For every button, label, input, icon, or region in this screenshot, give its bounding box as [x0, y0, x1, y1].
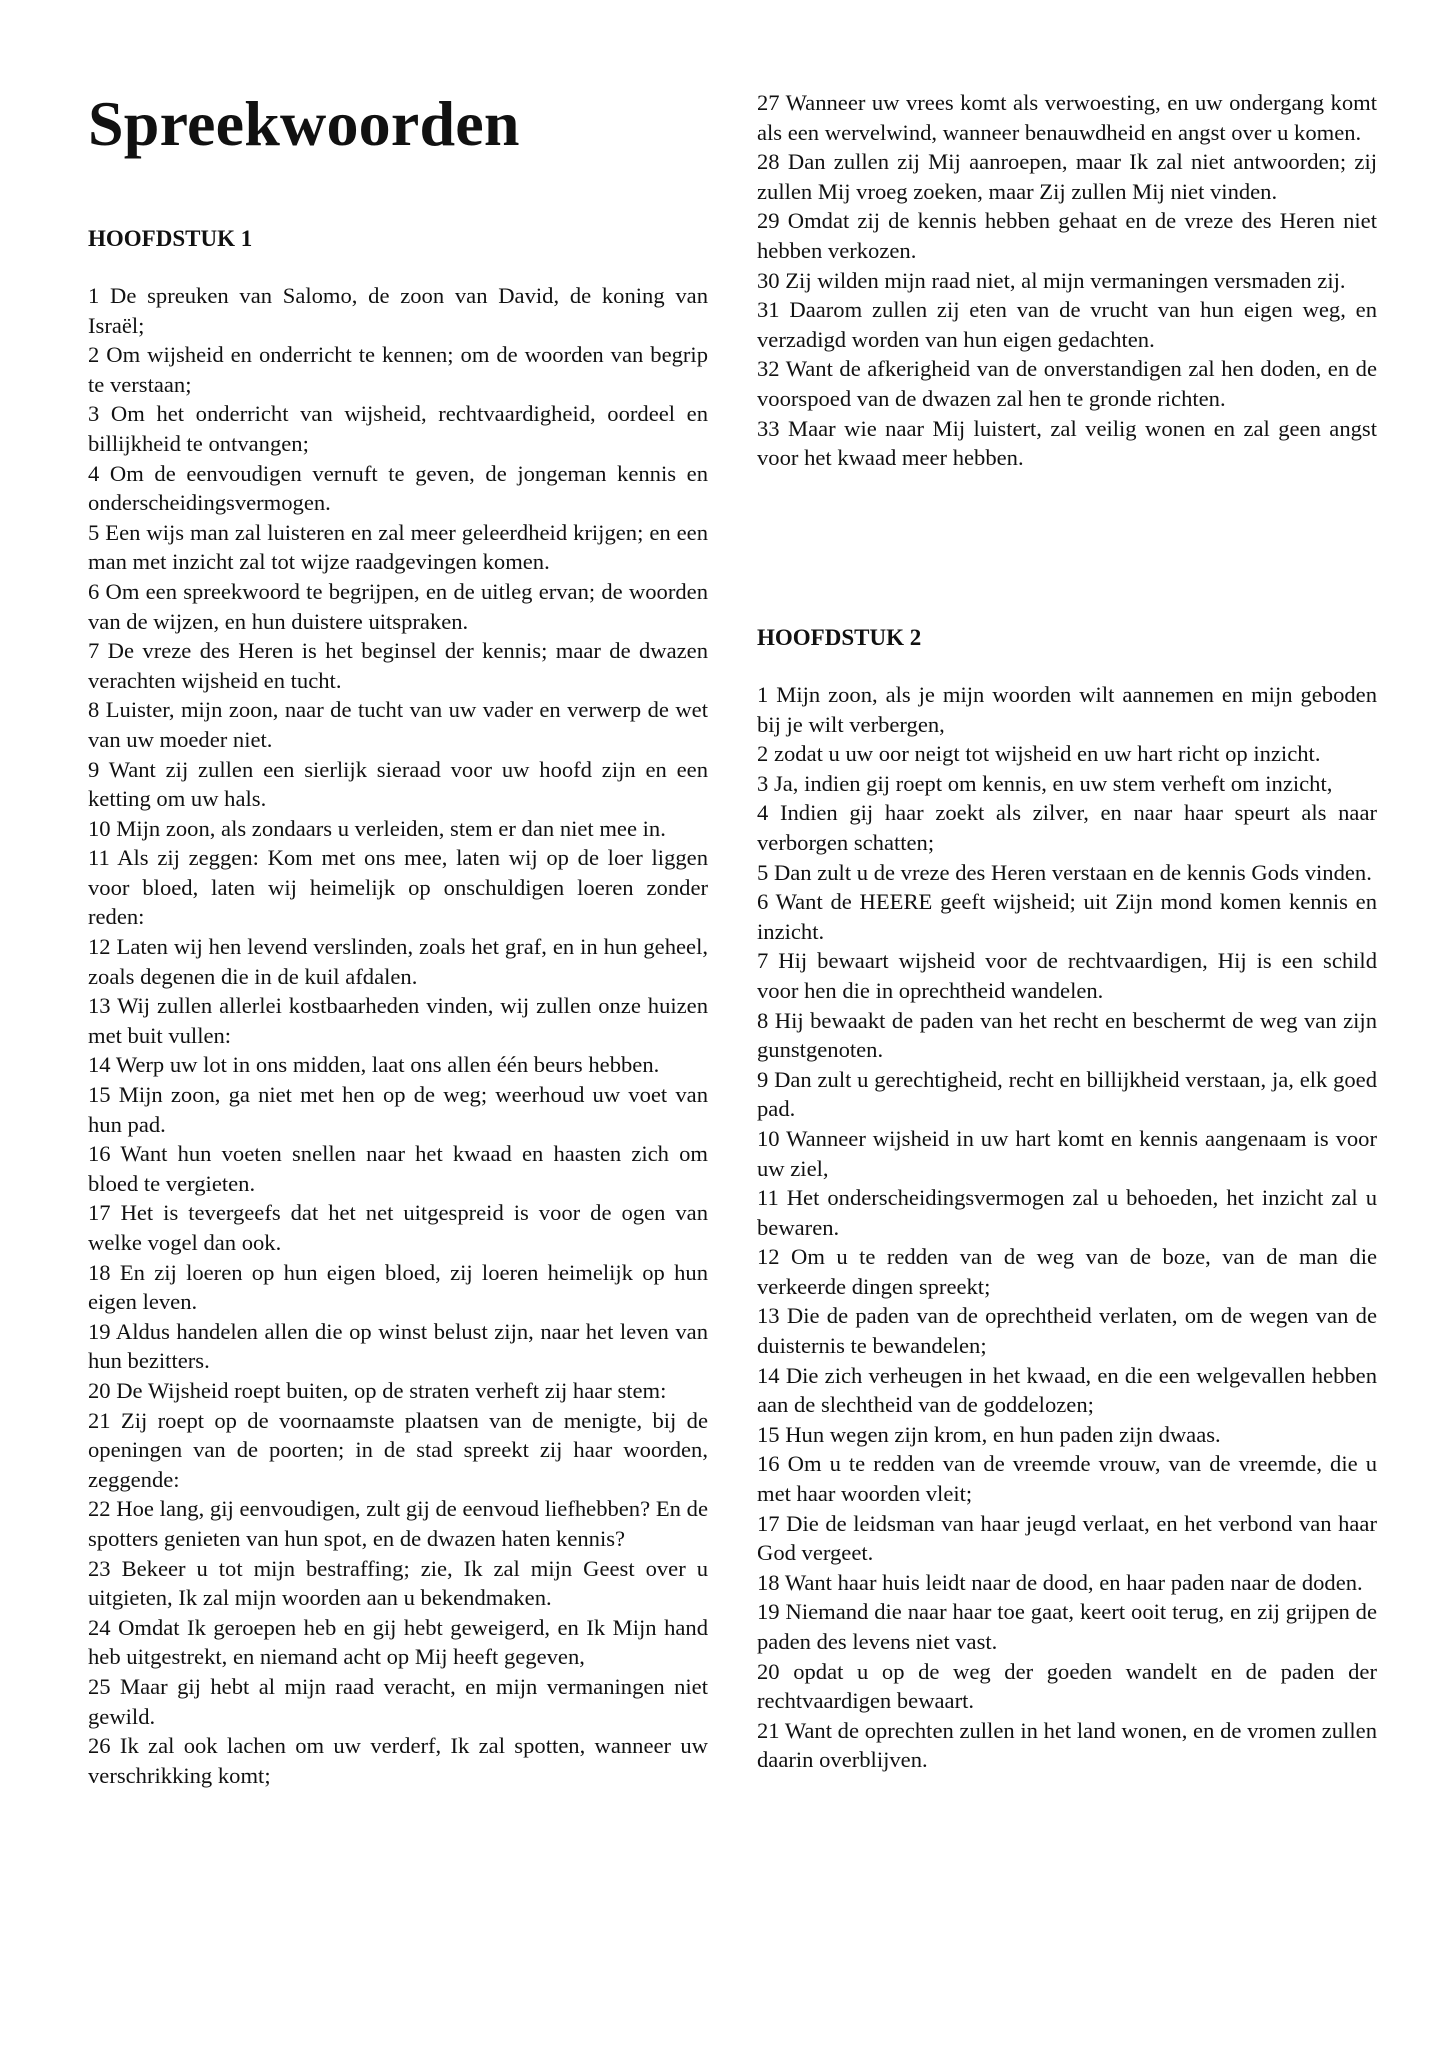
verse: 1 De spreuken van Salomo, de zoon van David, de koning van Israël; — [88, 283, 708, 338]
verse: 23 Bekeer u tot mijn bestraffing; zie, Ik zal mijn Geest over u uitgieten, Ik zal mijn woorden aan u bekendmaken. — [88, 1555, 708, 1611]
verse: 8 Hij bewaakt de paden van het recht en beschermt de weg van zijn gunstgenoten. — [757, 1007, 1377, 1063]
verse: 13 Wij zullen allerlei kostbaarheden vinden, wij zullen onze huizen met buit vullen: — [88, 993, 708, 1048]
verse: 27 Wanneer uw vrees komt als verwoesting, en uw ondergang komt als een wervelwind, wanneer benauwdheid en angst over u komen. — [757, 90, 1377, 145]
verse: 12 Om u te redden van de weg van de boze, van de man die verkeerde dingen spreekt; — [757, 1244, 1377, 1299]
verse: 17 Het is tevergeefs dat het net uitgespreid is voor de ogen van welke vogel dan ook. — [88, 1200, 708, 1255]
verse: 12 Laten wij hen levend verslinden, zoals het graf, en in hun geheel, zoals degenen die in de kuil afdalen. — [88, 934, 708, 989]
verse: 19 Niemand die naar haar toe gaat, keert ooit terug, en zij grijpen de paden des levens niet vast. — [757, 1599, 1377, 1654]
verse: 4 Om de eenvoudigen vernuft te geven, de jongeman kennis en onderscheidingsvermogen. — [88, 460, 708, 516]
verse: 2 Om wijsheid en onderricht te kennen; om de woorden van begrip te verstaan; — [88, 342, 708, 397]
verse: 15 Hun wegen zijn krom, en hun paden zijn dwaas. — [757, 1421, 1221, 1447]
chapter-1-verses-right — [757, 88, 1377, 473]
verse: 21 Want de oprechten zullen in het land wonen, en de vromen zullen daarin overblijven. — [757, 1717, 1377, 1773]
verse: 16 Om u te redden van de vreemde vrouw, van de vreemde, die u met haar woorden vleit; — [757, 1451, 1377, 1507]
verse: 6 Want de HEERE geeft wijsheid; uit Zijn mond komen kennis en inzicht. — [757, 889, 1377, 944]
verse: 7 Hij bewaart wijsheid voor de rechtvaardigen, Hij is een schild voor hen die in oprechtheid wandelen. — [757, 948, 1377, 1003]
verse: 1 Mijn zoon, als je mijn woorden wilt aannemen en mijn geboden bij je wilt verbergen, — [757, 682, 1377, 737]
verse: 14 Werp uw lot in ons midden, laat ons allen één beurs hebben. — [88, 1052, 660, 1078]
chapter-1-heading: HOOFDSTUK 1 — [88, 226, 253, 251]
verse: 22 Hoe lang, gij eenvoudigen, zult gij de eenvoud liefhebben? En de spotters genieten van hun spot, en de dwazen haten kennis? — [88, 1496, 708, 1551]
verse: 10 Mijn zoon, als zondaars u verleiden, stem er dan niet mee in. — [88, 815, 666, 841]
verse: 9 Dan zult u gerechtigheid, recht en billijkheid verstaan, ja, elk goed pad. — [757, 1066, 1377, 1122]
chapter-2-verses — [757, 680, 1377, 1775]
verse: 30 Zij wilden mijn raad niet, al mijn vermaningen versmaden zij. — [757, 267, 1346, 293]
verse: 6 Om een spreekwoord te begrijpen, en de uitleg ervan; de woorden van de wijzen, en hun duistere uitspraken. — [88, 578, 708, 634]
verse: 9 Want zij zullen een sierlijk sieraad voor uw hoofd zijn en een ketting om uw hals. — [88, 756, 708, 812]
verse: 7 De vreze des Heren is het beginsel der kennis; maar de dwazen verachten wijsheid en tucht. — [88, 638, 708, 693]
verse: 17 Die de leidsman van haar jeugd verlaat, en het verbond van haar God vergeet. — [757, 1510, 1377, 1566]
verse: 25 Maar gij hebt al mijn raad veracht, en mijn vermaningen niet gewild. — [88, 1673, 708, 1729]
verse: 11 Het onderscheidingsvermogen zal u behoeden, het inzicht zal u bewaren. — [757, 1185, 1377, 1240]
verse: 11 Als zij zeggen: Kom met ons mee, laten wij op de loer liggen voor bloed, laten wij heimelijk op onschuldigen loeren zonder reden: — [88, 845, 708, 930]
verse: 3 Ja, indien gij roept om kennis, en uw stem verheft om inzicht, — [757, 770, 1333, 796]
verse: 5 Dan zult u de vreze des Heren verstaan en de kennis Gods vinden. — [757, 859, 1372, 885]
verse: 29 Omdat zij de kennis hebben gehaat en de vreze des Heren niet hebben verkozen. — [757, 208, 1377, 263]
verse: 10 Wanneer wijsheid in uw hart komt en kennis aangenaam is voor uw ziel, — [757, 1125, 1377, 1181]
chapter-2-heading: HOOFDSTUK 2 — [757, 625, 922, 650]
verse: 28 Dan zullen zij Mij aanroepen, maar Ik zal niet antwoorden; zij zullen Mij vroeg zoeken, maar Zij zullen Mij niet vinden. — [757, 149, 1377, 204]
verse: 4 Indien gij haar zoekt als zilver, en naar haar speurt als naar verborgen schatten; — [757, 800, 1377, 855]
verse: 3 Om het onderricht van wijsheid, rechtvaardigheid, oordeel en billijkheid te ontvangen; — [88, 401, 708, 456]
verse: 19 Aldus handelen allen die op winst belust zijn, naar het leven van hun bezitters. — [88, 1318, 708, 1374]
verse: 33 Maar wie naar Mij luistert, zal veilig wonen en zal geen angst voor het kwaad meer hebben. — [757, 415, 1377, 471]
verse: 21 Zij roept op de voornaamste plaatsen van de menigte, bij de openingen van de poorten; in de stad spreekt zij haar woorden, zeggende: — [88, 1407, 708, 1492]
verse: 20 De Wijsheid roept buiten, op de straten verheft zij haar stem: — [88, 1377, 667, 1403]
verse: 18 Want haar huis leidt naar de dood, en haar paden naar de doden. — [757, 1569, 1363, 1595]
verse: 14 Die zich verheugen in het kwaad, en die een welgevallen hebben aan de slechtheid van de goddelozen; — [757, 1362, 1377, 1418]
verse: 31 Daarom zullen zij eten van de vrucht van hun eigen weg, en verzadigd worden van hun eigen gedachten. — [757, 297, 1377, 352]
document-title: Spreekwoorden — [88, 88, 520, 159]
verse: 18 En zij loeren op hun eigen bloed, zij loeren heimelijk op hun eigen leven. — [88, 1259, 708, 1315]
verse: 32 Want de afkerigheid van de onverstandigen zal hen doden, en de voorspoed van de dwazen zal hen te gronde richten. — [757, 356, 1377, 411]
verse: 20 opdat u op de weg der goeden wandelt en de paden der rechtvaardigen bewaart. — [757, 1658, 1377, 1714]
verse: 16 Want hun voeten snellen naar het kwaad en haasten zich om bloed te vergieten. — [88, 1141, 708, 1196]
verse: 5 Een wijs man zal luisteren en zal meer geleerdheid krijgen; en een man met inzicht zal tot wijze raadgevingen komen. — [88, 519, 708, 575]
verse: 8 Luister, mijn zoon, naar de tucht van uw vader en verwerp de wet van uw moeder niet. — [88, 697, 708, 752]
verse: 2 zodat u uw oor neigt tot wijsheid en uw hart richt op inzicht. — [757, 741, 1321, 767]
verse: 15 Mijn zoon, ga niet met hen op de weg; weerhoud uw voet van hun pad. — [88, 1082, 708, 1137]
verse: 13 Die de paden van de oprechtheid verlaten, om de wegen van de duisternis te bewandelen; — [757, 1303, 1377, 1359]
chapter-1-verses-left — [88, 281, 708, 1790]
verse: 24 Omdat Ik geroepen heb en gij hebt geweigerd, en Ik Mijn hand heb uitgestrekt, en niemand acht op Mij heeft gegeven, — [88, 1614, 708, 1670]
verse: 26 Ik zal ook lachen om uw verderf, Ik zal spotten, wanneer uw verschrikking komt; — [88, 1733, 708, 1788]
